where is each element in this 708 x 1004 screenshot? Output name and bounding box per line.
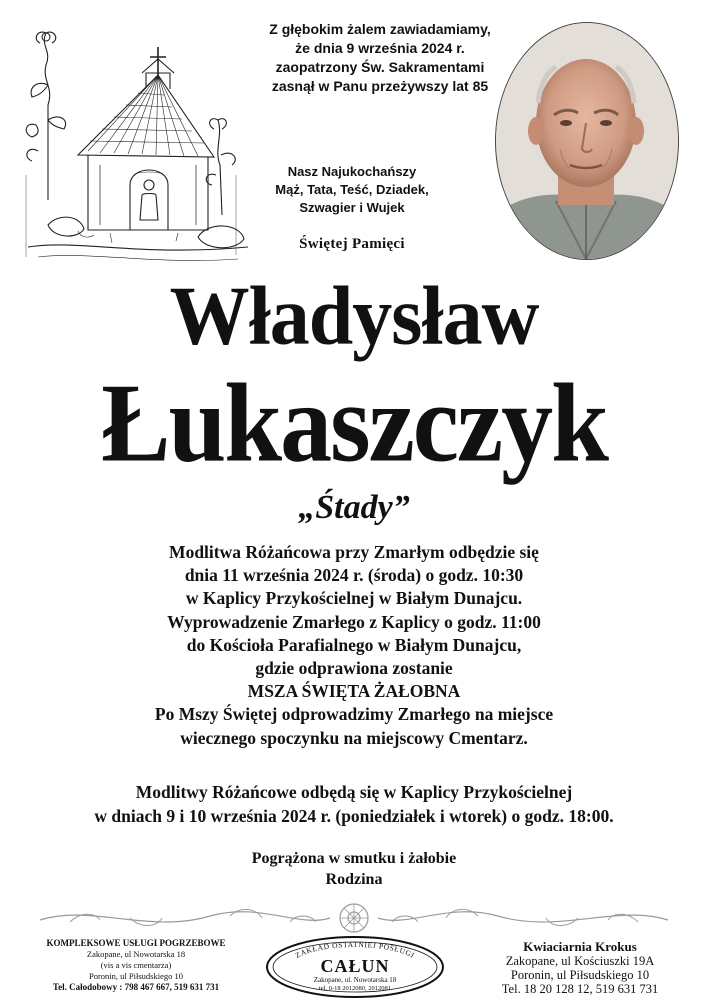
intro-line: zasnął w Panu przeżywszy lat 85 bbox=[271, 78, 489, 94]
info-line: wiecznego spoczynku na miejscowy Cmentarz. bbox=[180, 727, 528, 748]
info-line: w Kaplicy Przykościelnej w Białym Dunajcu. bbox=[185, 588, 523, 609]
funeral-home-address-note: (vis a vis cmentarza) bbox=[100, 960, 172, 970]
rosary-line: w dniach 9 i 10 września 2024 r. (poniedziałek i wtorek) o godz. 18:00. bbox=[94, 806, 614, 826]
info-line: Wyprowadzenie Zmarłego z Kaplicy o godz. 11:00 bbox=[167, 611, 541, 632]
mourning-signature bbox=[0, 848, 708, 890]
deceased-first-name: Władysław bbox=[169, 269, 539, 363]
florist-address: Poronin, ul Piłsudskiego 10 bbox=[510, 968, 650, 982]
florist-title: Kwiaciarnia Krokus bbox=[523, 939, 637, 954]
intro-line: zaopatrzony Św. Sakramentami bbox=[275, 59, 485, 75]
funeral-home-title: KOMPLEKSOWE USŁUGI POGRZEBOWE bbox=[46, 938, 226, 948]
funeral-home-address: Poronin, ul Piłsudskiego 10 bbox=[89, 971, 183, 981]
deceased-last-name: Łukaszczyk bbox=[101, 361, 607, 486]
decorative-ornament bbox=[30, 898, 678, 940]
family-signature: Rodzina bbox=[325, 871, 383, 888]
funeral-information bbox=[20, 541, 688, 750]
funeral-home-phone: Tel. Całodobowy : 798 467 667, 519 631 731 bbox=[52, 982, 220, 992]
intro-text bbox=[235, 20, 525, 96]
mass-title: MSZA ŚWIĘTA ŻAŁOBNA bbox=[247, 681, 461, 702]
mourning-line: Pogrążona w smutku i żałobie bbox=[251, 850, 457, 867]
family-relation-text bbox=[262, 163, 442, 217]
florist-phone: Tel. 18 20 128 12, 519 631 731 bbox=[501, 982, 659, 996]
florist-info bbox=[470, 940, 690, 996]
logo-brand: CAŁUN bbox=[320, 956, 390, 976]
funeral-home-address: Zakopane, ul Nowotarska 18 bbox=[86, 949, 186, 959]
info-line: Modlitwa Różańcowa przy Zmarłym odbędzie się bbox=[169, 542, 539, 562]
rosary-line: Modlitwy Różańcowe odbędą się w Kaplicy Przykościelnej bbox=[135, 782, 573, 802]
logo-arc-text: ZAKŁAD OSTATNIEJ POSŁUGI bbox=[293, 939, 417, 960]
logo-phone: tel. 0-18 2012080, 2012081 bbox=[318, 985, 392, 992]
deceased-nickname: „Śtady” bbox=[298, 489, 410, 526]
intro-line: Z głębokim żalem zawiadamiamy, bbox=[269, 21, 491, 37]
florist-address: Zakopane, ul Kościuszki 19A bbox=[505, 954, 655, 968]
info-line: Po Mszy Świętej odprowadzimy Zmarłego na miejsce bbox=[154, 704, 554, 725]
memory-heading: Świętej Pamięci bbox=[299, 236, 405, 252]
family-line: Mąż, Tata, Teść, Dziadek, bbox=[275, 182, 429, 197]
info-line: dnia 11 września 2024 r. (środa) o godz. 10:30 bbox=[184, 565, 524, 586]
info-line: gdzie odprawiona zostanie bbox=[255, 658, 453, 679]
family-line: Nasz Najukochańszy bbox=[287, 164, 417, 179]
logo-address: Zakopane, ul. Nowotarska 18 bbox=[313, 976, 397, 984]
portrait-photo bbox=[495, 22, 679, 260]
funeral-home-info bbox=[22, 938, 250, 993]
chapel-illustration bbox=[18, 25, 258, 270]
intro-line: że dnia 9 września 2024 r. bbox=[295, 40, 465, 56]
rosary-information bbox=[10, 780, 698, 828]
calun-logo bbox=[264, 935, 446, 999]
family-line: Szwagier i Wujek bbox=[299, 200, 405, 215]
info-line: do Kościoła Parafialnego w Białym Dunajcu, bbox=[186, 634, 522, 655]
